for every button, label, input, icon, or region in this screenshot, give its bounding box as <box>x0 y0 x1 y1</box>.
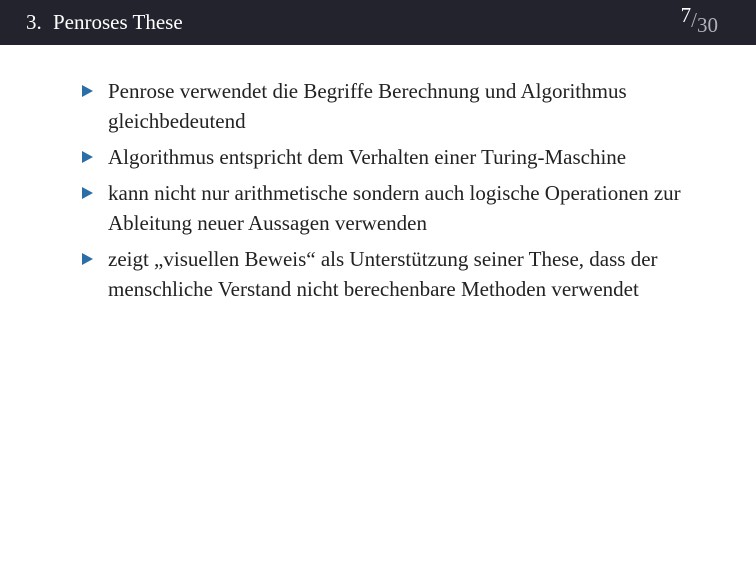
page-separator: / <box>691 8 697 32</box>
section-number: 3. <box>26 10 42 34</box>
triangle-right-icon <box>82 253 93 265</box>
bullet-list <box>80 76 700 304</box>
bullet-item <box>80 142 700 172</box>
triangle-right-icon <box>82 187 93 199</box>
bullet-text: Algorithmus entspricht dem Verhalten einer Turing-Maschine <box>108 145 627 169</box>
page-current: 7 <box>680 3 692 27</box>
page-total: 30 <box>697 13 718 37</box>
bullet-text: Penrose verwendet die Begriffe Berechnung und Algorithmus gleichbedeutend <box>108 79 627 133</box>
bullet-item <box>80 244 700 304</box>
bullet-text: kann nicht nur arithmetische sondern auch logische Operationen zur Ableitung neuer Aussagen verwenden <box>108 181 681 235</box>
bullet-text: zeigt „visuellen Beweis“ als Unterstützung seiner These, dass der menschliche Verstand nicht berechenbare Methoden verwendet <box>108 247 658 301</box>
triangle-right-icon <box>82 151 93 163</box>
triangle-right-icon <box>82 85 93 97</box>
section-heading <box>26 8 183 36</box>
section-title: Penroses These <box>53 10 183 34</box>
header-bar <box>0 0 756 45</box>
page-counter <box>680 3 718 37</box>
slide-content <box>80 76 700 310</box>
bullet-item <box>80 178 700 238</box>
bullet-item <box>80 76 700 136</box>
